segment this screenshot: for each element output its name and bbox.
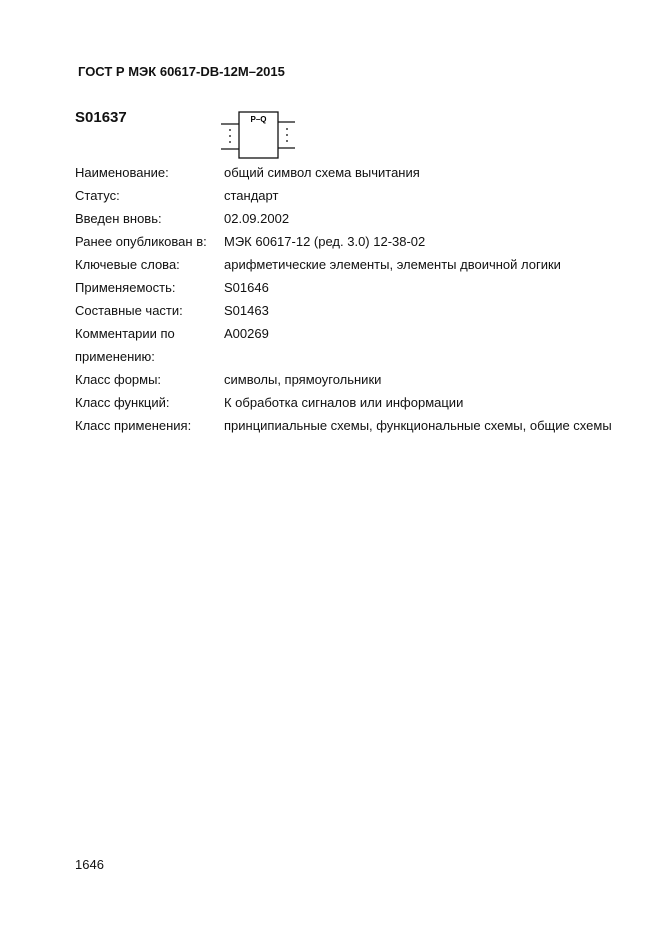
property-label: Класс формы:: [75, 372, 162, 387]
property-label: Комментарии по: [75, 326, 175, 341]
property-label: Наименование:: [75, 165, 169, 180]
property-value: S01646: [224, 280, 269, 295]
property-value: стандарт: [224, 188, 279, 203]
property-label: Класс применения:: [75, 418, 192, 433]
property-value: символы, прямоугольники: [224, 372, 382, 387]
property-label: Класс функций:: [75, 395, 170, 410]
property-label: Статус:: [75, 188, 120, 203]
property-value: МЭК 60617-12 (ред. 3.0) 12-38-02: [224, 234, 426, 249]
subtraction-symbol-icon: [218, 108, 298, 162]
property-label: Введен вновь:: [75, 211, 162, 226]
property-label: Применяемость:: [75, 280, 176, 295]
property-label: применению:: [75, 349, 155, 364]
property-value: 02.09.2002: [224, 211, 290, 226]
property-label: Составные части:: [75, 303, 183, 318]
property-value: К обработка сигналов или информации: [224, 395, 464, 410]
property-value: S01463: [224, 303, 269, 318]
symbol-code: S01637: [75, 109, 127, 126]
symbol-label: P–Q: [250, 115, 267, 124]
page-number: 1646: [75, 857, 104, 872]
property-label: Ранее опубликован в:: [75, 234, 207, 249]
property-value: принципиальные схемы, функциональные схемы, общие схемы: [224, 418, 612, 433]
document-header: ГОСТ Р МЭК 60617-DB-12M–2015: [78, 64, 285, 79]
property-value: арифметические элементы, элементы двоичной логики: [224, 257, 561, 272]
property-label: Ключевые слова:: [75, 257, 180, 272]
property-value: A00269: [224, 326, 269, 341]
property-value: общий символ схема вычитания: [224, 165, 420, 180]
